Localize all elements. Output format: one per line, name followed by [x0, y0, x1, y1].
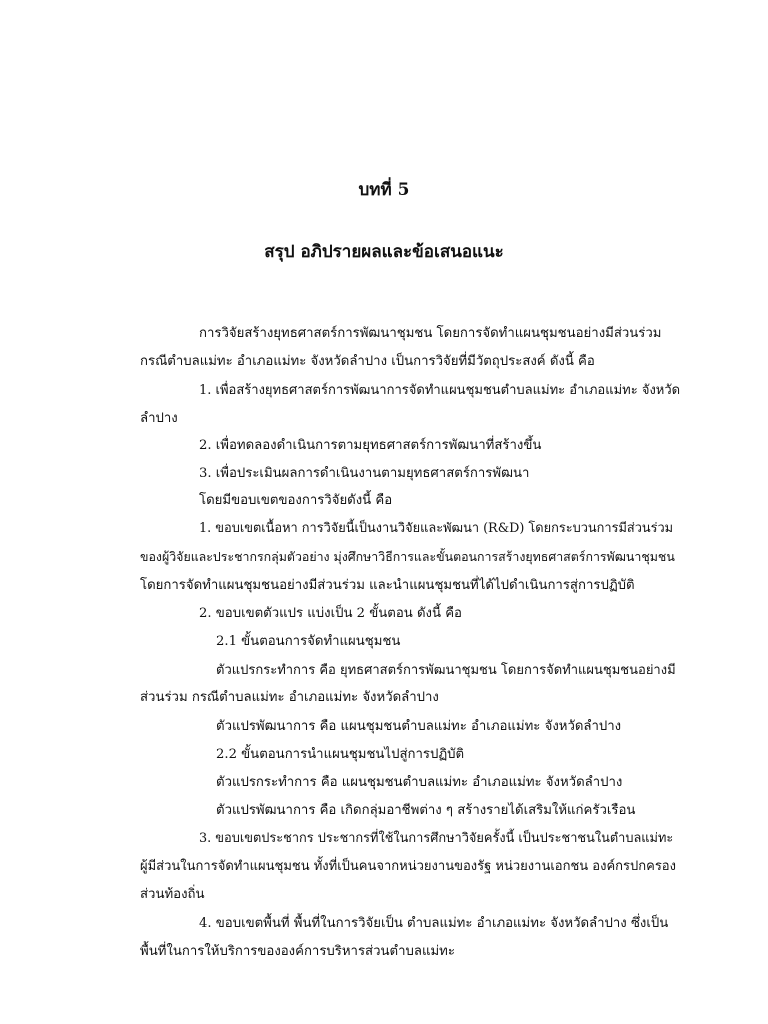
paragraph-line: ตัวแปรกระทำการ คือ แผนชุมชนตำบลแม่ทะ อำเภอแม่ทะ จังหวัดลำปาง [216, 775, 623, 790]
paragraph-line: 4. ขอบเขตพื้นที่ พื้นที่ในการวิจัยเป็น ตำบลแม่ทะ อำเภอแม่ทะ จังหวัดลำปาง ซึ่งเป็น [199, 916, 669, 931]
paragraph-line: กรณีตำบลแม่ทะ อำเภอแม่ทะ จังหวัดลำปาง เป็นการวิจัยที่มีวัตถุประสงค์ ดังนี้ คือ [140, 354, 595, 369]
paragraph-line: ส่วนร่วม กรณีตำบลแม่ทะ อำเภอแม่ทะ จังหวัดลำปาง [140, 690, 439, 705]
paragraph-line: ลำปาง [140, 411, 178, 426]
paragraph-line: 2.2 ขั้นตอนการนำแผนชุมชนไปสู่การปฏิบัติ [216, 747, 465, 762]
paragraph-line: 3. ขอบเขตประชากร ประชากรที่ใช้ในการศึกษาวิจัยครั้งนี้ เป็นประชาชนในตำบลแม่ทะ [199, 831, 674, 846]
paragraph-line: 2. ขอบเขตตัวแปร แบ่งเป็น 2 ขั้นตอน ดังนี้ คือ [199, 606, 462, 621]
paragraph-line: โดยมีขอบเขตของการวิจัยดังนี้ คือ [199, 493, 393, 508]
paragraph-line: ส่วนท้องถิ่น [140, 887, 205, 902]
paragraph-line: ผู้มีส่วนในการจัดทำแผนชุมชน ทั้งที่เป็นคนจากหน่วยงานของรัฐ หน่วยงานเอกชน องค์กรปกครอง [140, 859, 676, 874]
chapter-title: บทที่ 5 [358, 180, 410, 200]
paragraph-line: โดยการจัดทำแผนชุมชนอย่างมีส่วนร่วม และนำแผนชุมชนที่ได้ไปดำเนินการสู่การปฏิบัติ [140, 578, 635, 593]
paragraph-line: ของผู้วิจัยและประชากรกลุ่มตัวอย่าง มุ่งศึกษาวิธีการและขั้นตอนการสร้างยุทธศาสตร์การพัฒนาชุมชน [140, 549, 675, 564]
paragraph-line: ตัวแปรพัฒนาการ คือ แผนชุมชนตำบลแม่ทะ อำเภอแม่ทะ จังหวัดลำปาง [216, 719, 622, 734]
paragraph-line: 2. เพื่อทดลองดำเนินการตามยุทธศาสตร์การพัฒนาที่สร้างขึ้น [199, 438, 542, 453]
chapter-subtitle: สรุป อภิปรายผลและข้อเสนอแนะ [264, 242, 504, 262]
paragraph-line: พื้นที่ในการให้บริการขององค์การบริหารส่วนตำบลแม่ทะ [140, 944, 455, 959]
paragraph-line: ตัวแปรพัฒนาการ คือ เกิดกลุ่มอาชีพต่าง ๆ สร้างรายได้เสริมให้แก่ครัวเรือน [216, 803, 636, 818]
paragraph-line: 2.1 ขั้นตอนการจัดทำแผนชุมชน [216, 634, 401, 649]
paragraph-line: 3. เพื่อประเมินผลการดำเนินงานตามยุทธศาสตร์การพัฒนา [199, 466, 530, 481]
paragraph-line: 1. เพื่อสร้างยุทธศาสตร์การพัฒนาการจัดทำแผนชุมชนตำบลแม่ทะ อำเภอแม่ทะ จังหวัด [199, 383, 681, 398]
paragraph-line: การวิจัยสร้างยุทธศาสตร์การพัฒนาชุมชน โดยการจัดทำแผนชุมชนอย่างมีส่วนร่วม [199, 326, 662, 341]
paragraph-line: ตัวแปรกระทำการ คือ ยุทธศาสตร์การพัฒนาชุมชน โดยการจัดทำแผนชุมชนอย่างมี [216, 663, 676, 678]
paragraph-line: 1. ขอบเขตเนื้อหา การวิจัยนี้เป็นงานวิจัยและพัฒนา (R&D) โดยกระบวนการมีส่วนร่วม [199, 521, 674, 536]
